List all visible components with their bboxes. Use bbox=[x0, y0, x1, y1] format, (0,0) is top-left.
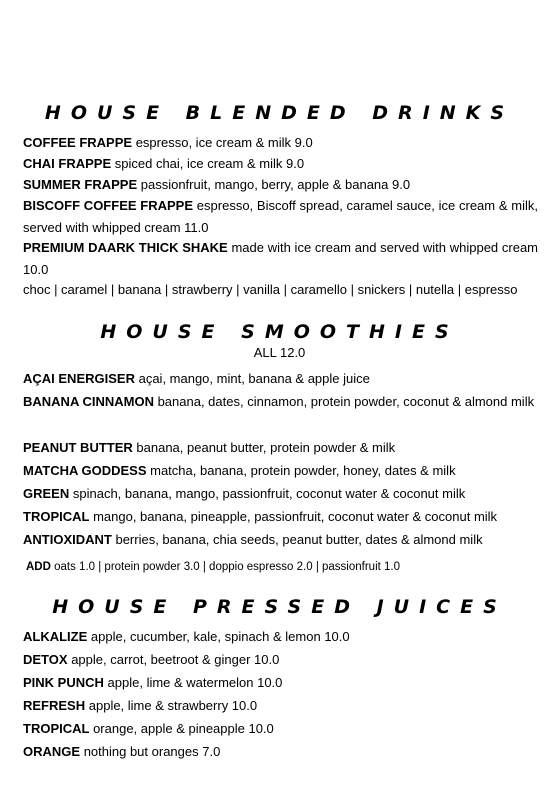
item-name: BISCOFF COFFEE FRAPPE bbox=[23, 198, 194, 213]
item-desc: apple, carrot, beetroot & ginger 10.0 bbox=[71, 652, 280, 667]
menu-item bbox=[23, 460, 538, 482]
item-name: DETOX bbox=[23, 652, 68, 667]
menu-item bbox=[23, 672, 538, 694]
item-name: TROPICAL bbox=[23, 509, 90, 524]
item-name: PINK PUNCH bbox=[23, 675, 104, 690]
item-desc: passionfruit, mango, berry, apple & banana 9.0 bbox=[140, 177, 411, 192]
menu-item bbox=[23, 174, 538, 196]
item-desc: banana, dates, cinnamon, protein powder, coconut & almond milk bbox=[157, 394, 535, 409]
menu-item bbox=[23, 529, 538, 551]
item-name: TROPICAL bbox=[23, 721, 90, 736]
item-name: MATCHA GODDESS bbox=[23, 463, 147, 478]
item-desc: apple, lime & strawberry 10.0 bbox=[88, 698, 258, 713]
menu-item bbox=[23, 153, 538, 175]
menu-item bbox=[23, 718, 538, 740]
item-desc: spinach, banana, mango, passionfruit, coconut water & coconut milk bbox=[72, 486, 466, 501]
addons-desc: oats 1.0 | protein powder 3.0 | doppio espresso 2.0 | passionfruit 1.0 bbox=[54, 561, 400, 573]
menu-item bbox=[23, 649, 538, 671]
menu-item bbox=[23, 483, 538, 505]
item-name: ORANGE bbox=[23, 744, 81, 759]
juices-heading: HOUSE PRESSED JUICES bbox=[52, 596, 507, 618]
item-name: GREEN bbox=[23, 486, 70, 501]
item-name: CHAI FRAPPE bbox=[23, 156, 112, 171]
item-desc: apple, lime & watermelon 10.0 bbox=[107, 675, 283, 690]
item-desc: berries, banana, chia seeds, peanut butter, dates & almond milk bbox=[115, 532, 483, 547]
item-name: SUMMER FRAPPE bbox=[23, 177, 138, 192]
item-desc: matcha, banana, protein powder, honey, dates & milk bbox=[150, 463, 456, 478]
item-name: ANTIOXIDANT bbox=[23, 532, 112, 547]
menu-item bbox=[23, 506, 538, 528]
item-name: PREMIUM DAARK THICK SHAKE bbox=[23, 240, 228, 255]
menu-item bbox=[23, 391, 538, 413]
item-desc: apple, cucumber, kale, spinach & lemon 10.0 bbox=[90, 629, 350, 644]
item-desc: banana, peanut butter, protein powder & milk bbox=[136, 440, 396, 455]
item-desc: spiced chai, ice cream & milk 9.0 bbox=[114, 156, 305, 171]
addons-label: ADD bbox=[26, 561, 51, 573]
item-desc: espresso, ice cream & milk 9.0 bbox=[135, 135, 313, 150]
item-name: COFFEE FRAPPE bbox=[23, 135, 133, 150]
item-desc: espresso, Biscoff spread, caramel sauce, ice cream & milk, served with whipped cream 11.0 bbox=[23, 198, 539, 235]
menu-item bbox=[23, 626, 538, 648]
menu-item bbox=[23, 368, 538, 390]
item-name: BANANA CINNAMON bbox=[23, 394, 154, 409]
blended-drinks-heading: HOUSE BLENDED DRINKS bbox=[44, 102, 515, 124]
menu-item bbox=[23, 437, 538, 459]
menu-item bbox=[23, 132, 538, 154]
item-desc: nothing but oranges 7.0 bbox=[83, 744, 221, 759]
item-name: ALKALIZE bbox=[23, 629, 88, 644]
item-name: PEANUT BUTTER bbox=[23, 440, 133, 455]
item-name: AÇAI ENERGISER bbox=[23, 371, 135, 386]
item-desc: açai, mango, mint, banana & apple juice bbox=[138, 371, 370, 386]
item-desc: mango, banana, pineapple, passionfruit, coconut water & coconut milk bbox=[93, 509, 498, 524]
shake-flavours: choc | caramel | banana | strawberry | vanilla | caramello | snickers | nutella | espresso bbox=[23, 282, 518, 297]
item-desc: made with ice cream and served with whipped cream 10.0 bbox=[23, 240, 539, 277]
menu-item bbox=[23, 237, 538, 280]
smoothies-price-note: ALL 12.0 bbox=[253, 345, 306, 360]
item-desc: orange, apple & pineapple 10.0 bbox=[93, 721, 274, 736]
menu-item bbox=[23, 195, 538, 238]
smoothies-heading: HOUSE SMOOTHIES bbox=[100, 321, 459, 343]
menu-item bbox=[23, 741, 538, 763]
smoothie-addons bbox=[26, 559, 541, 575]
menu-item bbox=[23, 695, 538, 717]
item-name: REFRESH bbox=[23, 698, 86, 713]
